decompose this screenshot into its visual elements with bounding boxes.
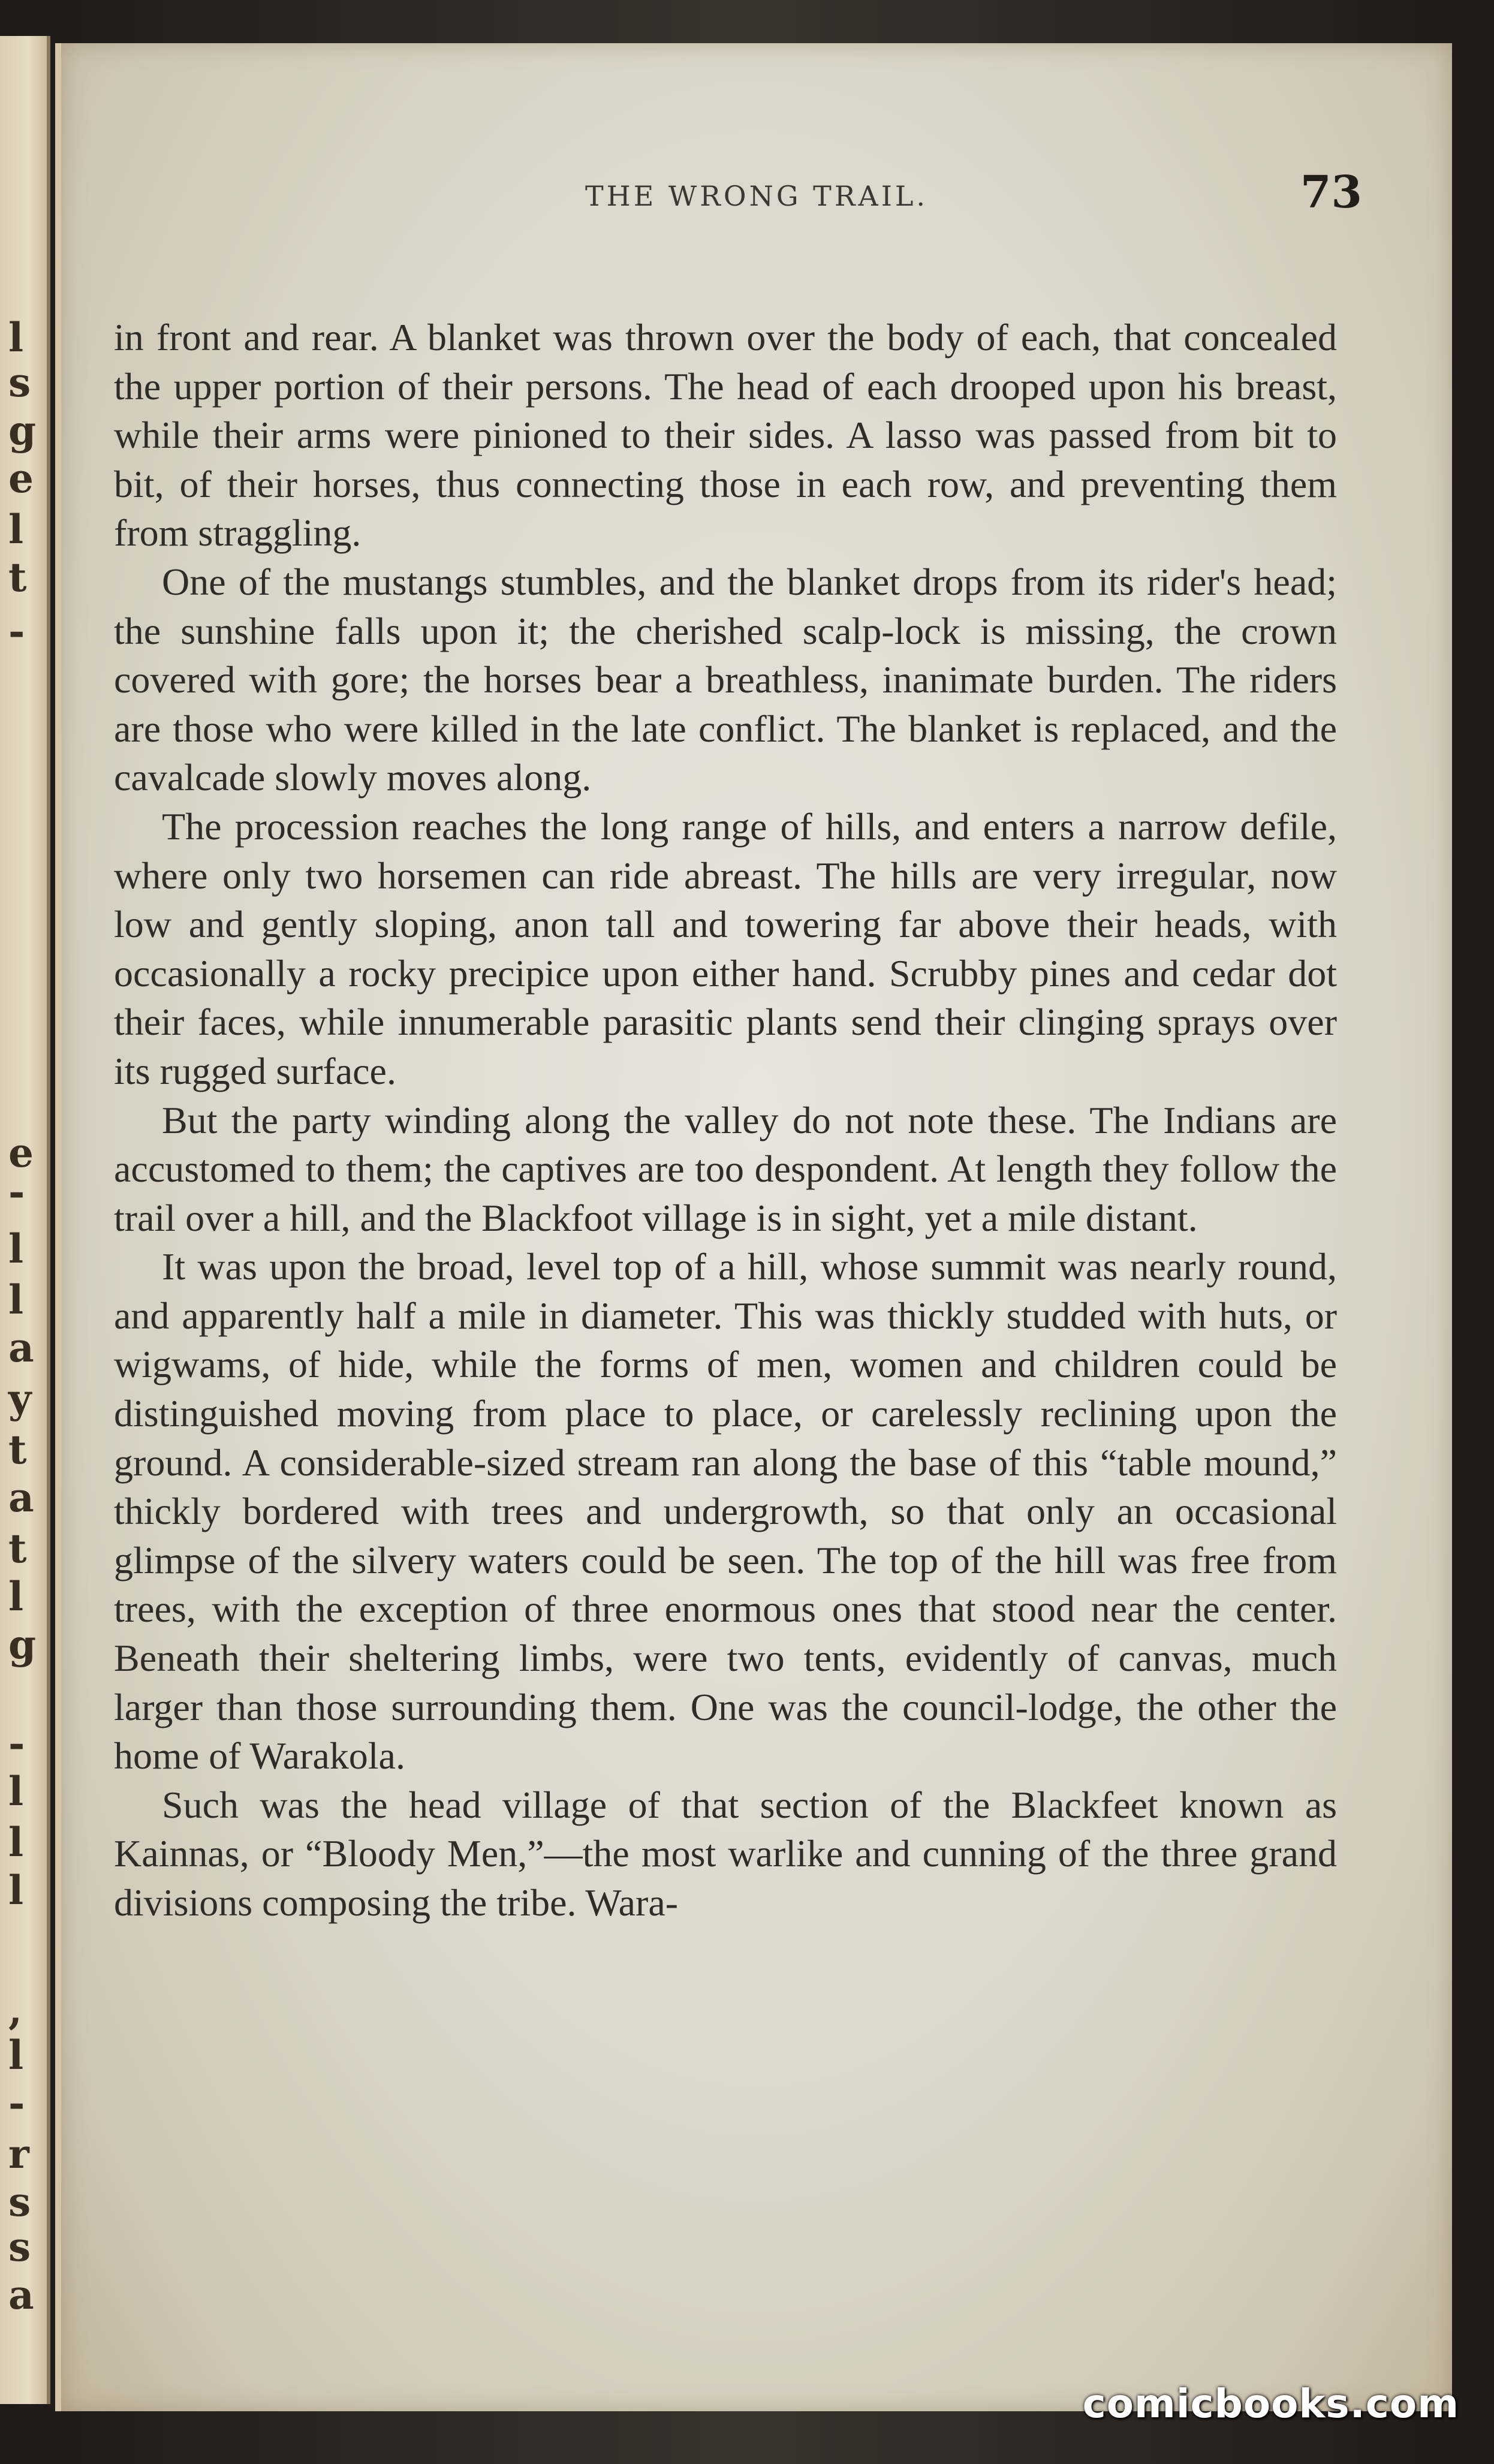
facing-page-fragment: l	[8, 1276, 24, 1323]
page-number: 73	[1300, 167, 1362, 218]
facing-page-fragment: s	[8, 2179, 31, 2225]
facing-page-fragment: e	[8, 455, 34, 502]
site-watermark: comicbooks.com	[1082, 2381, 1459, 2427]
facing-page-fragment: s	[8, 2224, 31, 2270]
paragraph: It was upon the broad, level top of a hill, whose summit was nearly round, and apparently half a mile in diameter. This was thickly studded with huts, or wigwams, of hide, while the forms of men, women and children could be distinguished moving from place to place, or carelessly reclining upon the ground. A considerable-sized stream ran along the base of this “table mound,” thickly bordered with trees and undergrowth, so that only an occasional glimpse of the silvery waters could be seen. The top of the hill was free from trees, with the exception of three enormous ones that stood near the center. Beneath their sheltering limbs, were two tents, evidently of canvas, much larger than those surrounding them. One was the council-lodge, the other the home of Warakola.	[114, 1245, 1337, 1778]
facing-page-fragment: -	[8, 1720, 25, 1767]
facing-page-fragment: g	[8, 407, 37, 454]
facing-page-fragment: a	[8, 1324, 34, 1371]
facing-page-fragment: l	[8, 314, 24, 361]
paragraph: The procession reaches the long range of hills, and enters a narrow defile, where only two horsemen can ride abreast. The hills are very irregular, now low and gently sloping, anon tall and towering far above their heads, with occasionally a rocky precipice upon either hand. Scrubby pines and cedar dot their faces, while innumerable parasitic plants send their clinging sprays over its rugged surface.	[114, 805, 1337, 1092]
paragraph: But the party winding along the valley do not note these. The Indians are accustomed to them; the captives are too despondent. At length they follow the trail over a hill, and the Blackfoot village is in sight, yet a mile distant.	[114, 1098, 1337, 1239]
facing-page-fragment: e	[8, 1129, 34, 1176]
facing-page-fragment: -	[8, 608, 25, 655]
paragraph-continued: in front and rear. A blanket was thrown over the body of each, that concealed the upper portion of their persons. The head of each drooped upon his breast, while their arms were pinioned to their sides. A lasso was passed from bit to bit, of their horses, thus connecting those in each row, and preventing them from straggling.	[114, 316, 1337, 555]
body-text	[114, 313, 1337, 1927]
facing-page-fragment: t	[8, 1426, 27, 1473]
facing-page-fragment: a	[8, 2272, 34, 2318]
facing-page-fragment: s	[8, 359, 31, 406]
facing-page-fragment: l	[8, 1819, 24, 1866]
book-page	[55, 43, 1452, 2411]
paragraph: Such was the head village of that section of the Blackfeet known as Kainnas, or “Bloody Men,”—the most warlike and cunning of the three grand divisions composing the tribe. Wara-	[114, 1783, 1337, 1924]
facing-page-fragment: l	[8, 1573, 24, 1620]
facing-page-fragment: y	[8, 1375, 32, 1422]
facing-page-fragment: -	[8, 1168, 25, 1215]
paragraph: One of the mustangs stumbles, and the blanket drops from its rider's head; the sunshine falls upon it; the cherished scalp-lock is missing, the crown covered with gore; the horses bear a breathless, inanimate burden. The riders are those who were killed in the late conflict. The blanket is replaced, and the cavalcade slowly moves along.	[114, 560, 1337, 799]
facing-page-fragment: ,	[8, 1987, 22, 2034]
facing-page-fragment: g	[8, 1621, 37, 1668]
facing-page-fragment: r	[8, 2131, 29, 2177]
facing-page-fragment: t	[8, 1525, 27, 1572]
facing-page-fragment: -	[8, 2080, 25, 2126]
facing-page-fragment: l	[8, 506, 24, 553]
running-head: THE WRONG TRAIL.	[585, 180, 929, 212]
facing-page-fragment: l	[8, 1768, 24, 1815]
facing-page-fragment: a	[8, 1474, 34, 1521]
facing-page-fragment: l	[8, 2032, 24, 2079]
facing-page-fragment: l	[8, 1225, 24, 1272]
facing-page-edge	[0, 36, 50, 2404]
facing-page-fragment: l	[8, 1867, 24, 1914]
facing-page-fragment: t	[8, 554, 27, 601]
